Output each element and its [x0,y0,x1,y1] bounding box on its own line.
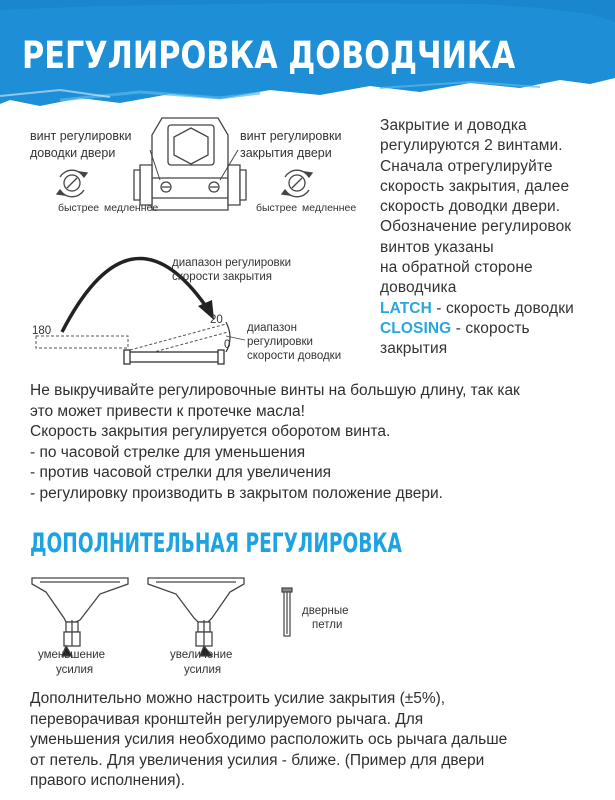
warning-text [30,381,600,504]
bottom-line: правого исполнения). [30,772,185,789]
decrease-label-1: уменьшение [38,649,106,661]
closing-text: - скорость [451,319,530,337]
warning-line: - регулировку производить в закрытом положение двери. [30,484,443,502]
latch-line [380,299,612,319]
latch-key: LATCH [380,299,432,317]
decrease-force-bracket-icon [32,578,128,656]
page-title: РЕГУЛИРОВКА ДОВОДЧИКА [22,34,516,77]
left-adjust-dial-icon [57,170,87,197]
latch-text: - скорость доводки [431,299,574,317]
warning-line: это может привести к протечке масла! [30,402,305,420]
increase-label-2: усилия [184,664,222,676]
desc-line: винтов указаны [380,238,494,256]
hinges-label-2: петли [312,619,343,631]
angle-20: 20 [210,314,223,326]
desc-line: скорость закрытия, далее [380,177,570,195]
bottom-line: уменьшения усилия необходимо расположить ось рычага дальше [30,731,508,748]
increase-label-1: увеличение [170,649,233,661]
left-screw-label-1: винт регулировки [30,129,132,143]
closing-line-2: закрытия [380,340,448,358]
latch-range-label-1: диапазон [247,322,297,334]
desc-line: на обратной стороне [380,259,533,277]
increase-force-bracket-icon [148,578,244,656]
closing-range-label-1: диапазон регулировки [172,257,292,269]
bottom-line: Дополнительно можно настроить усилие закрытия (±5%), [30,690,446,707]
door-hinge-icon [282,588,292,636]
left-dial-slower: медленнее [104,202,159,214]
header-banner [0,0,615,118]
closing-range-label-2: скорости закрытия [172,271,273,283]
warning-line: - против часовой стрелки для увеличения [30,464,332,481]
closing-line [380,319,612,339]
bottom-line: переворачивая кронштейн регулируемого рычага. Для [30,710,424,728]
desc-line: Сначала отрегулируйте [380,157,553,175]
latch-range-label-2: регулировки [247,336,313,348]
right-dial-slower: медленнее [302,202,357,214]
warning-line: Не выкручивайте регулировочные винты на большую длину, так как [30,382,520,399]
adjustment-description [380,116,612,360]
decrease-label-2: усилия [56,664,94,676]
warning-line: Скорость закрытия регулируется оборотом винта. [30,423,391,440]
hinges-label-1: дверные [302,605,349,617]
desc-line: регулируются 2 винтами. [380,137,563,155]
angle-0: 0 [224,339,231,351]
closer-diagram [0,110,380,380]
section-title-extra-adjustment: ДОПОЛНИТЕЛЬНАЯ РЕГУЛИРОВКА [30,528,402,559]
desc-line: скорость доводки двери. [380,198,561,216]
closing-key: CLOSING [380,319,452,337]
latch-range-label-3: скорости доводки [247,350,342,362]
desc-line: Закрытие и доводка [380,117,527,134]
desc-line: доводчика [380,279,457,297]
angle-180: 180 [32,325,52,337]
bottom-line: от петель. Для увеличения усилия - ближе. (Пример для двери [30,751,485,769]
right-dial-faster: быстрее [256,202,298,214]
right-screw-label-2: закрытия двери [240,146,332,160]
left-dial-faster: быстрее [58,202,100,214]
warning-line: - по часовой стрелке для уменьшения [30,443,306,461]
right-screw-label-1: винт регулировки [240,129,342,143]
extra-adjustment-text [30,689,600,792]
left-screw-label-2: доводки двери [30,146,116,160]
desc-line: Обозначение регулировок [380,218,572,236]
right-adjust-dial-icon [282,170,312,197]
